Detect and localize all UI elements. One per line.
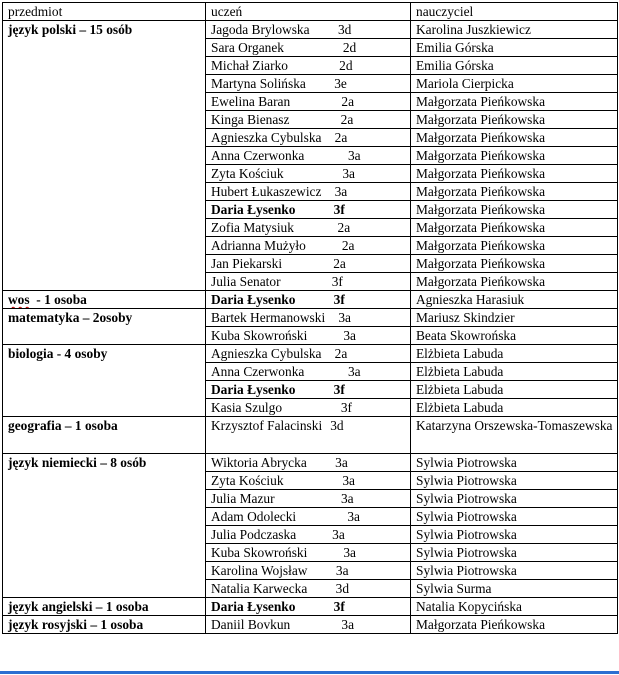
student-name: Jan Piekarski	[211, 256, 283, 271]
table-row	[3, 598, 618, 616]
student-name: Krzysztof Falacinski	[211, 418, 323, 433]
student-class: 3a	[338, 310, 351, 325]
table-row	[3, 291, 618, 309]
table-row	[3, 345, 618, 363]
student-cell	[206, 219, 411, 237]
student-cell	[206, 399, 411, 417]
teacher-name: Sylwia Piotrowska	[416, 527, 517, 542]
table-row	[3, 309, 618, 327]
teacher-name: Natalia Kopycińska	[416, 599, 522, 614]
teacher-name: Małgorzata Pieńkowska	[416, 148, 546, 163]
student-cell	[206, 562, 411, 580]
student-class: 3d	[330, 418, 344, 433]
teacher-cell	[411, 291, 618, 309]
teacher-cell	[411, 147, 618, 165]
student-cell	[206, 21, 411, 39]
student-cell	[206, 526, 411, 544]
teacher-name: Małgorzata Pieńkowska	[416, 220, 546, 235]
student-class: 3d	[335, 581, 350, 596]
student-name: Martyna Solińska	[211, 76, 306, 91]
student-class: 3a	[342, 473, 355, 488]
student-cell	[206, 165, 411, 183]
teacher-cell	[411, 454, 618, 472]
student-class: 3a	[343, 328, 356, 343]
teacher-cell	[411, 562, 618, 580]
teacher-cell	[411, 598, 618, 616]
student-class: 3f	[331, 274, 343, 289]
student-name: Julia Podczaska	[211, 527, 297, 542]
student-class: 3f	[340, 400, 352, 415]
student-name: Zyta Kościuk	[211, 473, 284, 488]
student-name: Jagoda Brylowska	[211, 22, 310, 37]
teacher-name: Beata Skowrońska	[416, 328, 517, 343]
teacher-cell	[411, 472, 618, 490]
student-name: Kasia Szulgo	[211, 400, 283, 415]
student-cell	[206, 147, 411, 165]
student-name: Daria Łysenko	[211, 599, 296, 614]
student-class: 2d	[339, 58, 353, 73]
student-name: Zofia Matysiuk	[211, 220, 294, 235]
student-cell	[206, 417, 411, 454]
student-cell	[206, 111, 411, 129]
teacher-name: Małgorzata Pieńkowska	[416, 184, 546, 199]
student-name: Karolina Wojsław	[211, 563, 308, 578]
teacher-cell	[411, 417, 618, 454]
subject-cell	[3, 309, 206, 345]
teacher-name: Małgorzata Pieńkowska	[416, 130, 546, 145]
student-cell	[206, 327, 411, 345]
subject-label: język rosyjski – 1 osoba	[8, 617, 144, 632]
student-name: Kuba Skowroński	[211, 545, 308, 560]
student-cell	[206, 255, 411, 273]
student-class: 3a	[335, 563, 349, 578]
subject-cell	[3, 454, 206, 598]
student-cell	[206, 183, 411, 201]
table-row	[3, 616, 618, 634]
subject-count: - 1 osoba	[29, 292, 87, 307]
teacher-name: Elżbieta Labuda	[416, 346, 504, 361]
subject-label: język niemiecki – 8 osób	[8, 455, 147, 470]
subject-cell	[3, 21, 206, 291]
student-class: 2a	[340, 112, 354, 127]
student-cell	[206, 57, 411, 75]
subject-cell	[3, 598, 206, 616]
teacher-name: Małgorzata Pieńkowska	[416, 112, 546, 127]
student-class: 3e	[334, 76, 347, 91]
student-class: 3f	[333, 599, 345, 614]
student-name: Wiktoria Abrycka	[211, 455, 307, 470]
teacher-cell	[411, 490, 618, 508]
student-name: Kuba Skowroński	[211, 328, 308, 343]
teacher-name: Sylwia Piotrowska	[416, 455, 517, 470]
student-class: 3a	[342, 166, 355, 181]
teacher-name: Elżbieta Labuda	[416, 400, 504, 415]
student-cell	[206, 381, 411, 399]
student-class: 3a	[335, 455, 348, 470]
teacher-cell	[411, 544, 618, 562]
student-cell	[206, 454, 411, 472]
subject-cell	[3, 291, 206, 309]
student-name: Sara Organek	[211, 40, 285, 55]
subject-label: język angielski – 1 osoba	[8, 599, 149, 614]
student-name: Agnieszka Cybulska	[211, 346, 322, 361]
teacher-name: Sylwia Piotrowska	[416, 563, 517, 578]
student-class: 2a	[333, 256, 346, 271]
student-name: Hubert Łukaszewicz	[211, 184, 322, 199]
student-name: Daria Łysenko	[211, 292, 296, 307]
teacher-cell	[411, 255, 618, 273]
teacher-cell	[411, 616, 618, 634]
student-cell	[206, 273, 411, 291]
header-student: uczeń	[206, 3, 411, 21]
teacher-name: Emilia Górska	[416, 40, 494, 55]
student-cell	[206, 490, 411, 508]
teacher-name: Małgorzata Pieńkowska	[416, 94, 546, 109]
teacher-cell	[411, 201, 618, 219]
student-class: 3a	[332, 527, 345, 542]
teacher-cell	[411, 399, 618, 417]
teacher-name: Sylwia Piotrowska	[416, 545, 517, 560]
student-cell	[206, 345, 411, 363]
subject-label: wos	[8, 292, 30, 307]
student-cell	[206, 129, 411, 147]
window-bottom-edge	[0, 671, 619, 674]
student-class: 3a	[340, 491, 354, 506]
teacher-cell	[411, 345, 618, 363]
student-name: Michał Ziarko	[211, 58, 288, 73]
student-name: Agnieszka Cybulska	[211, 130, 322, 145]
teacher-cell	[411, 381, 618, 399]
subject-cell	[3, 345, 206, 417]
student-class: 2d	[342, 40, 357, 55]
student-class: 3a	[347, 148, 361, 163]
student-cell	[206, 616, 411, 634]
student-class: 3d	[337, 22, 352, 37]
student-cell	[206, 309, 411, 327]
student-name: Anna Czerwonka	[211, 148, 305, 163]
teacher-cell	[411, 183, 618, 201]
teacher-name: Małgorzata Pieńkowska	[416, 274, 546, 289]
student-name: Julia Mazur	[211, 491, 275, 506]
subject-label: język polski – 15 osób	[8, 22, 133, 37]
teacher-cell	[411, 21, 618, 39]
student-class: 3a	[347, 509, 360, 524]
teacher-name: Elżbieta Labuda	[416, 382, 504, 397]
teacher-name: Małgorzata Pieńkowska	[416, 617, 546, 632]
student-cell	[206, 93, 411, 111]
subject-label: matematyka – 2osoby	[8, 310, 133, 325]
teacher-name: Mariusz Skindzier	[416, 310, 515, 325]
teacher-name: Katarzyna Orszewska-Tomaszewska	[416, 418, 613, 433]
subject-label: biologia - 4 osoby	[8, 346, 108, 361]
teacher-name: Małgorzata Pieńkowska	[416, 202, 546, 217]
student-class: 3f	[333, 202, 345, 217]
teacher-name: Karolina Juszkiewicz	[416, 22, 531, 37]
teacher-name: Elżbieta Labuda	[416, 364, 504, 379]
teacher-cell	[411, 309, 618, 327]
student-cell	[206, 75, 411, 93]
teacher-cell	[411, 129, 618, 147]
teacher-cell	[411, 93, 618, 111]
student-name: Adam Odolecki	[211, 509, 297, 524]
student-cell	[206, 472, 411, 490]
student-name: Natalia Karwecka	[211, 581, 308, 596]
student-class: 2a	[337, 220, 351, 235]
teacher-name: Małgorzata Pieńkowska	[416, 166, 546, 181]
teacher-name: Małgorzata Pieńkowska	[416, 256, 546, 271]
header-row	[3, 3, 618, 21]
student-class: 3a	[343, 545, 356, 560]
table-row	[3, 417, 618, 454]
student-name: Kinga Bienasz	[211, 112, 290, 127]
student-class: 2a	[334, 346, 348, 361]
table-row	[3, 454, 618, 472]
teacher-name: Sylwia Piotrowska	[416, 509, 517, 524]
student-cell	[206, 598, 411, 616]
teacher-name: Agnieszka Harasiuk	[416, 292, 525, 307]
subject-cell	[3, 616, 206, 634]
header-subject: przedmiot	[3, 3, 206, 21]
student-class: 3f	[333, 382, 345, 397]
teacher-name: Sylwia Piotrowska	[416, 491, 517, 506]
student-name: Julia Senator	[211, 274, 281, 289]
subject-cell	[3, 417, 206, 454]
student-name: Anna Czerwonka	[211, 364, 305, 379]
teacher-cell	[411, 580, 618, 598]
teacher-name: Małgorzata Pieńkowska	[416, 238, 546, 253]
header-teacher: nauczyciel	[411, 3, 618, 21]
student-class: 3a	[347, 364, 361, 379]
teacher-cell	[411, 237, 618, 255]
teacher-cell	[411, 219, 618, 237]
student-class: 3a	[334, 184, 348, 199]
teacher-cell	[411, 526, 618, 544]
teacher-cell	[411, 57, 618, 75]
teacher-cell	[411, 165, 618, 183]
student-class: 2a	[341, 94, 355, 109]
teacher-cell	[411, 363, 618, 381]
student-name: Zyta Kościuk	[211, 166, 284, 181]
teacher-cell	[411, 39, 618, 57]
student-cell	[206, 508, 411, 526]
results-table-body	[3, 3, 618, 634]
subject-label: geografia – 1 osoba	[8, 418, 118, 433]
student-class: 2a	[334, 130, 348, 145]
teacher-name: Sylwia Piotrowska	[416, 473, 517, 488]
student-cell	[206, 237, 411, 255]
student-cell	[206, 544, 411, 562]
student-cell	[206, 291, 411, 309]
student-name: Adrianna Mużyło	[211, 238, 306, 253]
student-cell	[206, 39, 411, 57]
student-cell	[206, 363, 411, 381]
student-class: 3a	[341, 617, 355, 632]
teacher-name: Mariola Cierpicka	[416, 76, 514, 91]
teacher-cell	[411, 273, 618, 291]
teacher-name: Sylwia Surma	[416, 581, 492, 596]
student-class: 3f	[333, 292, 345, 307]
teacher-cell	[411, 508, 618, 526]
student-name: Daria Łysenko	[211, 382, 296, 397]
results-table	[2, 2, 618, 634]
teacher-cell	[411, 327, 618, 345]
student-name: Ewelina Baran	[211, 94, 291, 109]
table-row	[3, 21, 618, 39]
student-name: Bartek Hermanowski	[211, 310, 326, 325]
student-name: Daria Łysenko	[211, 202, 296, 217]
student-class: 2a	[341, 238, 355, 253]
teacher-cell	[411, 75, 618, 93]
student-cell	[206, 201, 411, 219]
student-name: Daniil Bovkun	[211, 617, 291, 632]
teacher-name: Emilia Górska	[416, 58, 494, 73]
teacher-cell	[411, 111, 618, 129]
student-cell	[206, 580, 411, 598]
